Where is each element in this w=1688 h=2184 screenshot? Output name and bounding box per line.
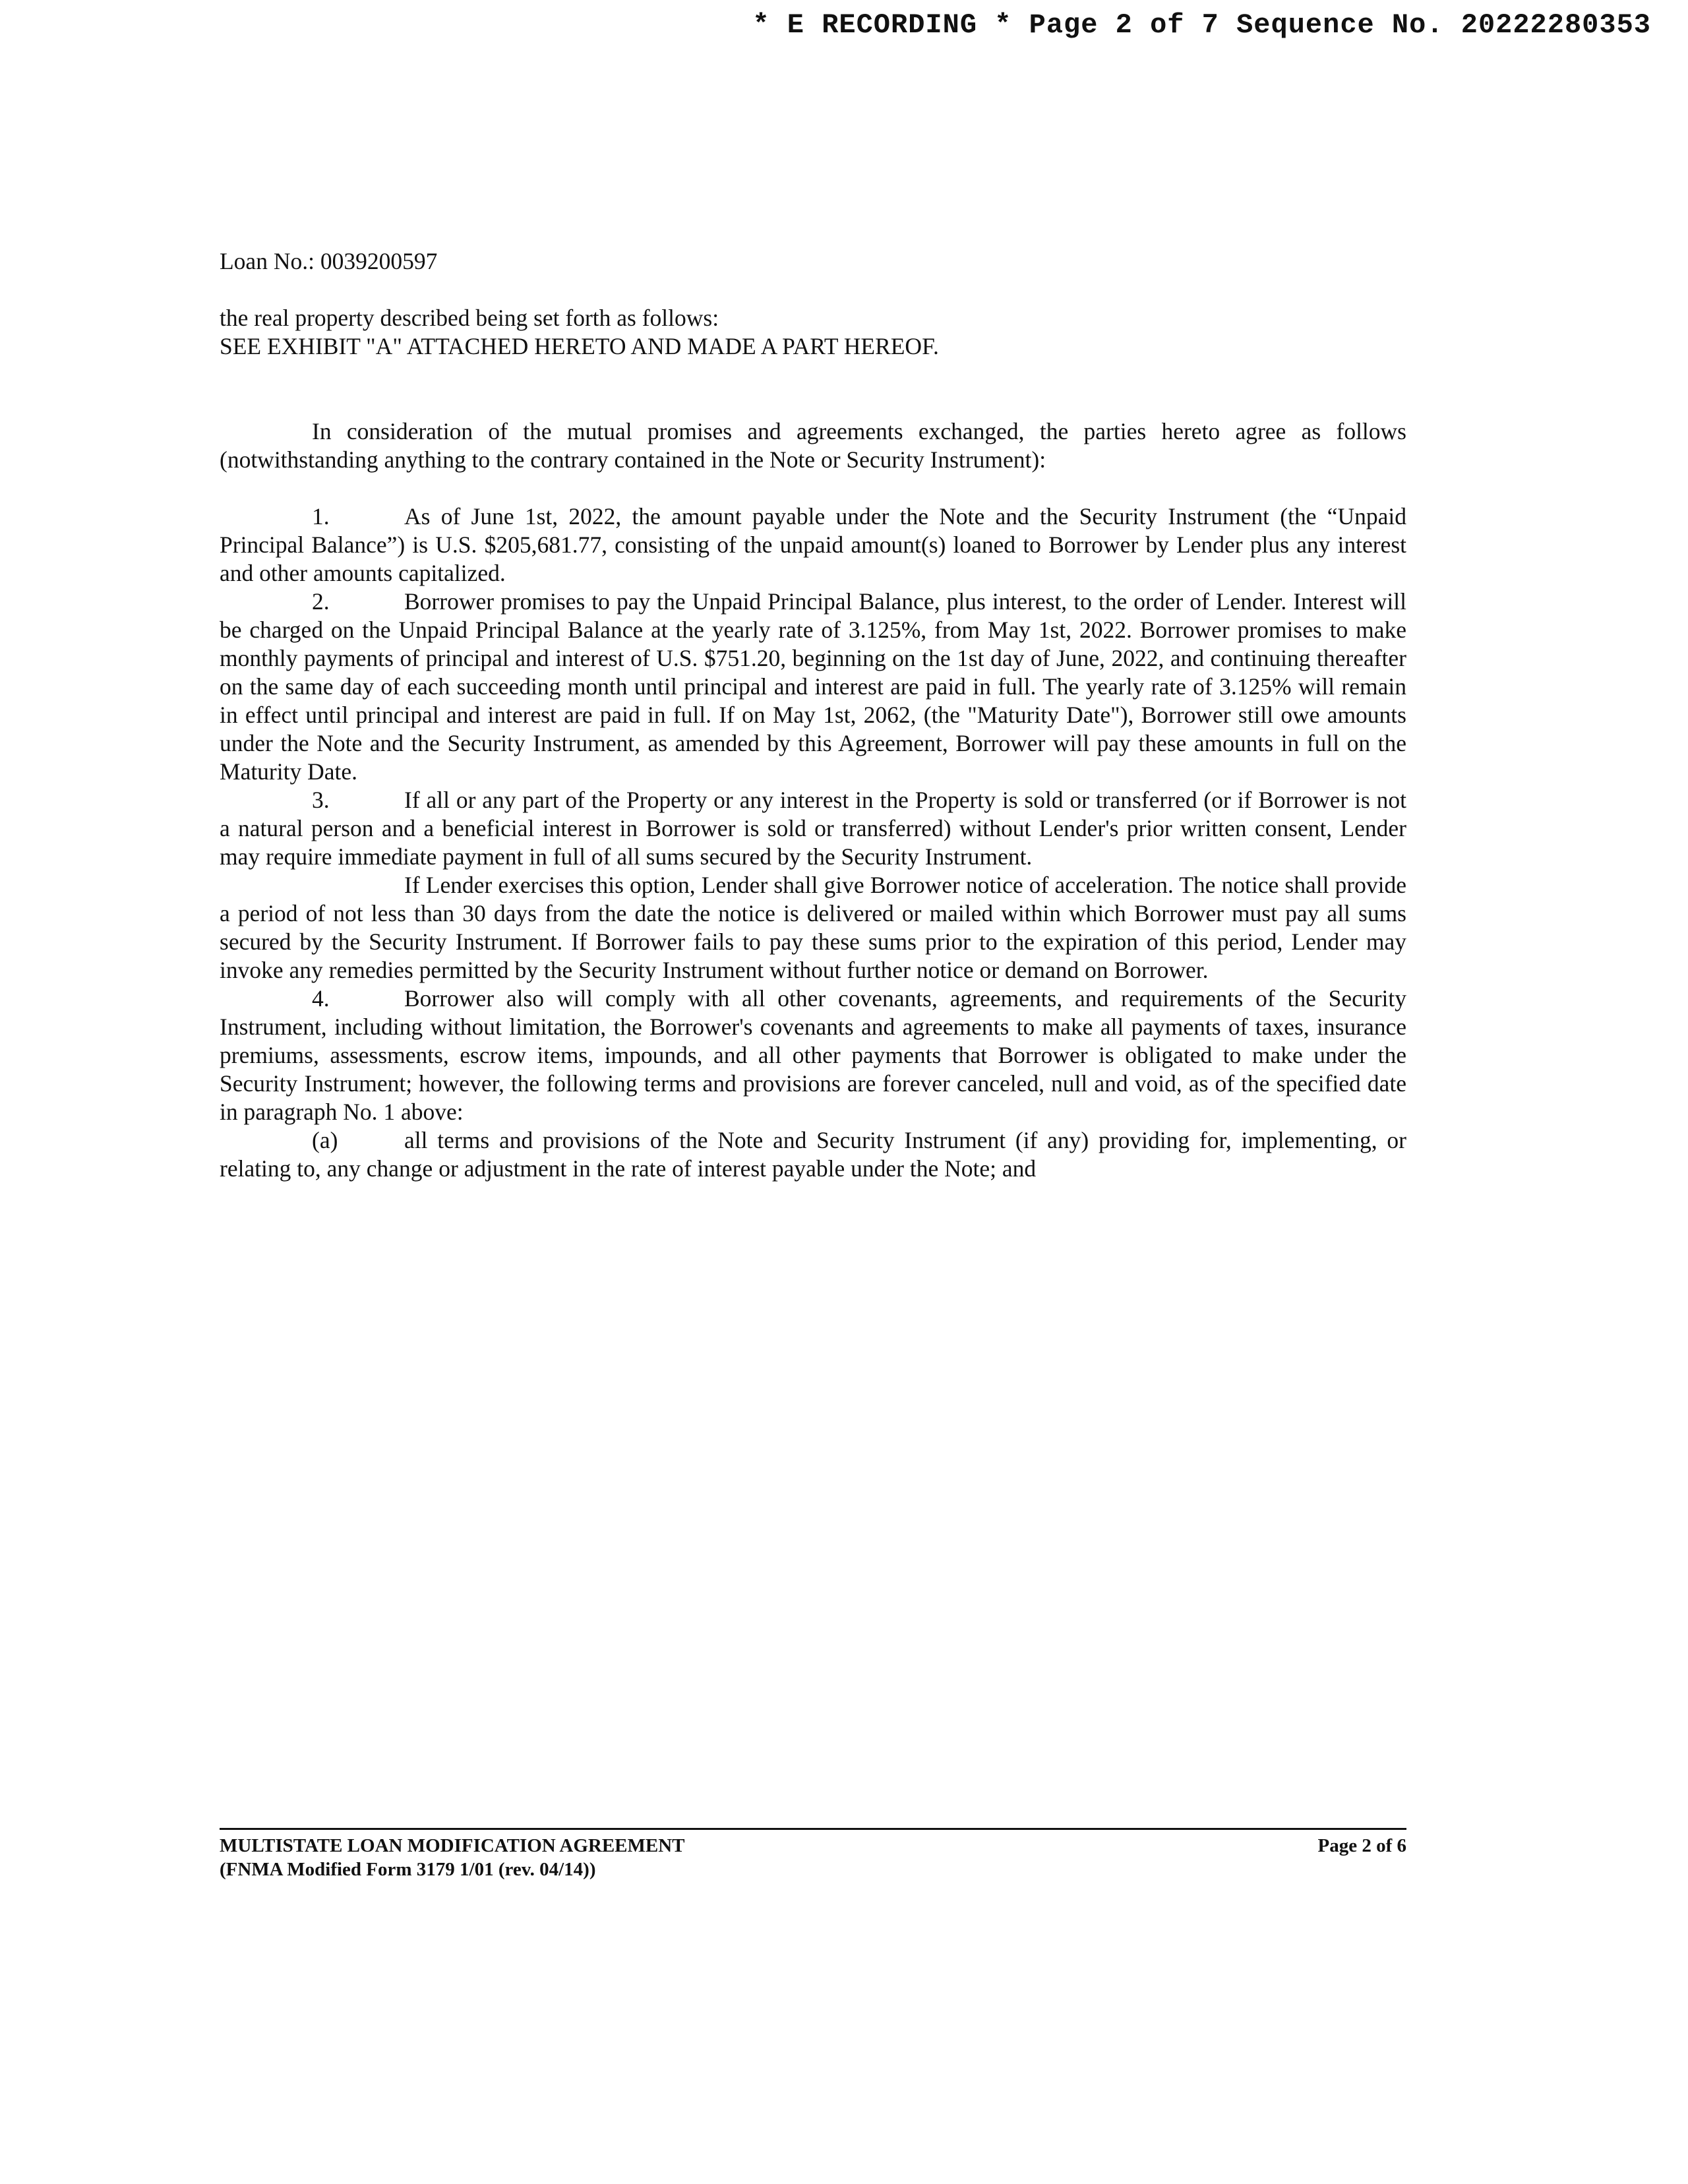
paragraph-text: Borrower also will comply with all other covenants, agreements, and requirements of the Security Instrument, including without limitation, the Borrower's covenants and agreements to make all payments of taxes, insurance premiums, assessments, escrow items, impounds, and all other payments that Borrower is obligated to make under the Security Instrument; however, the following terms and provisions are forever canceled, null and void, as of the specified date in paragraph No. 1 above: bbox=[220, 985, 1406, 1125]
form-title: MULTISTATE LOAN MODIFICATION AGREEMENT bbox=[220, 1835, 685, 1856]
page-number: Page 2 of 6 bbox=[1317, 1835, 1406, 1856]
document-body bbox=[220, 247, 1406, 1183]
paragraph-text: all terms and provisions of the Note and Security Instrument (if any) providing for, implementing, or relating to, any change or adjustment in the rate of interest payable under the Note; and bbox=[220, 1127, 1406, 1182]
paragraph-2: 2. Borrower promises to pay the Unpaid Principal Balance, plus interest, to the order of Lender. Interest will be charged on the Unpaid Principal Balance at the yearly rate of 3.125%, from May 1st, 2022. Borrower promises to make monthly payments of principal and interest of U.S. $751.20, beginning on the 1st day of June, 2022, and continuing thereafter on the same day of each succeeding month until principal and interest are paid in full. The yearly rate of 3.125% will remain in effect until principal and interest are paid in full. If on May 1st, 2062, (the "Maturity Date"), Borrower still owe amounts under the Note and the Security Instrument, as amended by this Agreement, Borrower will pay these amounts in full on the Maturity Date. bbox=[220, 588, 1406, 785]
property-intro: the real property described being set forth as follows: bbox=[220, 305, 719, 331]
paragraph-4a: (a) all terms and provisions of the Note and Security Instrument (if any) providing for, implementing, or relating to, any change or adjustment in the rate of interest payable under the Note; and bbox=[220, 1127, 1406, 1182]
paragraph-3: 3. If all or any part of the Property or any interest in the Property is sold or transferred (or if Borrower is not a natural person and a beneficial interest in Borrower is sold or transferred) without Lender's prior written consent, Lender may require immediate payment in full of all sums secured by the Security Instrument. bbox=[220, 787, 1406, 870]
page-footer bbox=[220, 1828, 1406, 1881]
paragraph-3-continuation: If Lender exercises this option, Lender shall give Borrower notice of acceleration. The notice shall provide a period of not less than 30 days from the date the notice is delivered or mailed within which Borrower must pay all sums secured by the Security Instrument. If Borrower fails to pay these sums prior to the expiration of this period, Lender may invoke any remedies permitted by the Security Instrument without further notice or demand on Borrower. bbox=[220, 872, 1406, 983]
form-id: (FNMA Modified Form 3179 1/01 (rev. 04/14)) bbox=[220, 1859, 596, 1880]
recording-header: * E RECORDING * Page 2 of 7 Sequence No. 20222280353 bbox=[752, 9, 1651, 41]
paragraph-text: If all or any part of the Property or any interest in the Property is sold or transferred (or if Borrower is not a natural person and a beneficial interest in Borrower is sold or transferred) without Lender's prior written consent, Lender may require immediate payment in full of all sums secured by the Security Instrument. bbox=[220, 787, 1406, 870]
paragraph-text: As of June 1st, 2022, the amount payable under the Note and the Security Instrument (the “Unpaid Principal Balance”) is U.S. $205,681.77, consisting of the unpaid amount(s) loaned to Borrower by Lender plus any interest and other amounts capitalized. bbox=[220, 503, 1406, 586]
paragraph-text: Borrower promises to pay the Unpaid Principal Balance, plus interest, to the order of Lender. Interest will be charged on the Unpaid Principal Balance at the yearly rate of 3.125%, from May 1st, 2022. Borrower promises to make monthly payments of principal and interest of U.S. $751.20, beginning on the 1st day of June, 2022, and continuing thereafter on the same day of each succeeding month until principal and interest are paid in full. The yearly rate of 3.125% will remain in effect until principal and interest are paid in full. If on May 1st, 2062, (the "Maturity Date"), Borrower still owe amounts under the Note and the Security Instrument, as amended by this Agreement, Borrower will pay these amounts in full on the Maturity Date. bbox=[220, 588, 1406, 785]
property-description bbox=[220, 304, 1406, 361]
intro-paragraph: In consideration of the mutual promises and agreements exchanged, the parties hereto agree as follows (notwithstanding anything to the contrary contained in the Note or Security Instrument): bbox=[220, 418, 1406, 473]
paragraph-1: 1. As of June 1st, 2022, the amount payable under the Note and the Security Instrument (the “Unpaid Principal Balance”) is U.S. $205,681.77, consisting of the unpaid amount(s) loaned to Borrower by Lender plus any interest and other amounts capitalized. bbox=[220, 503, 1406, 586]
exhibit-reference: SEE EXHIBIT "A" ATTACHED HERETO AND MADE A PART HEREOF. bbox=[220, 333, 939, 359]
paragraph-4: 4. Borrower also will comply with all other covenants, agreements, and requirements of the Security Instrument, including without limitation, the Borrower's covenants and agreements to make all payments of taxes, insurance premiums, assessments, escrow items, impounds, and all other payments that Borrower is obligated to make under the Security Instrument; however, the following terms and provisions are forever canceled, null and void, as of the specified date in paragraph No. 1 above: bbox=[220, 985, 1406, 1125]
loan-number: Loan No.: 0039200597 bbox=[220, 248, 438, 274]
